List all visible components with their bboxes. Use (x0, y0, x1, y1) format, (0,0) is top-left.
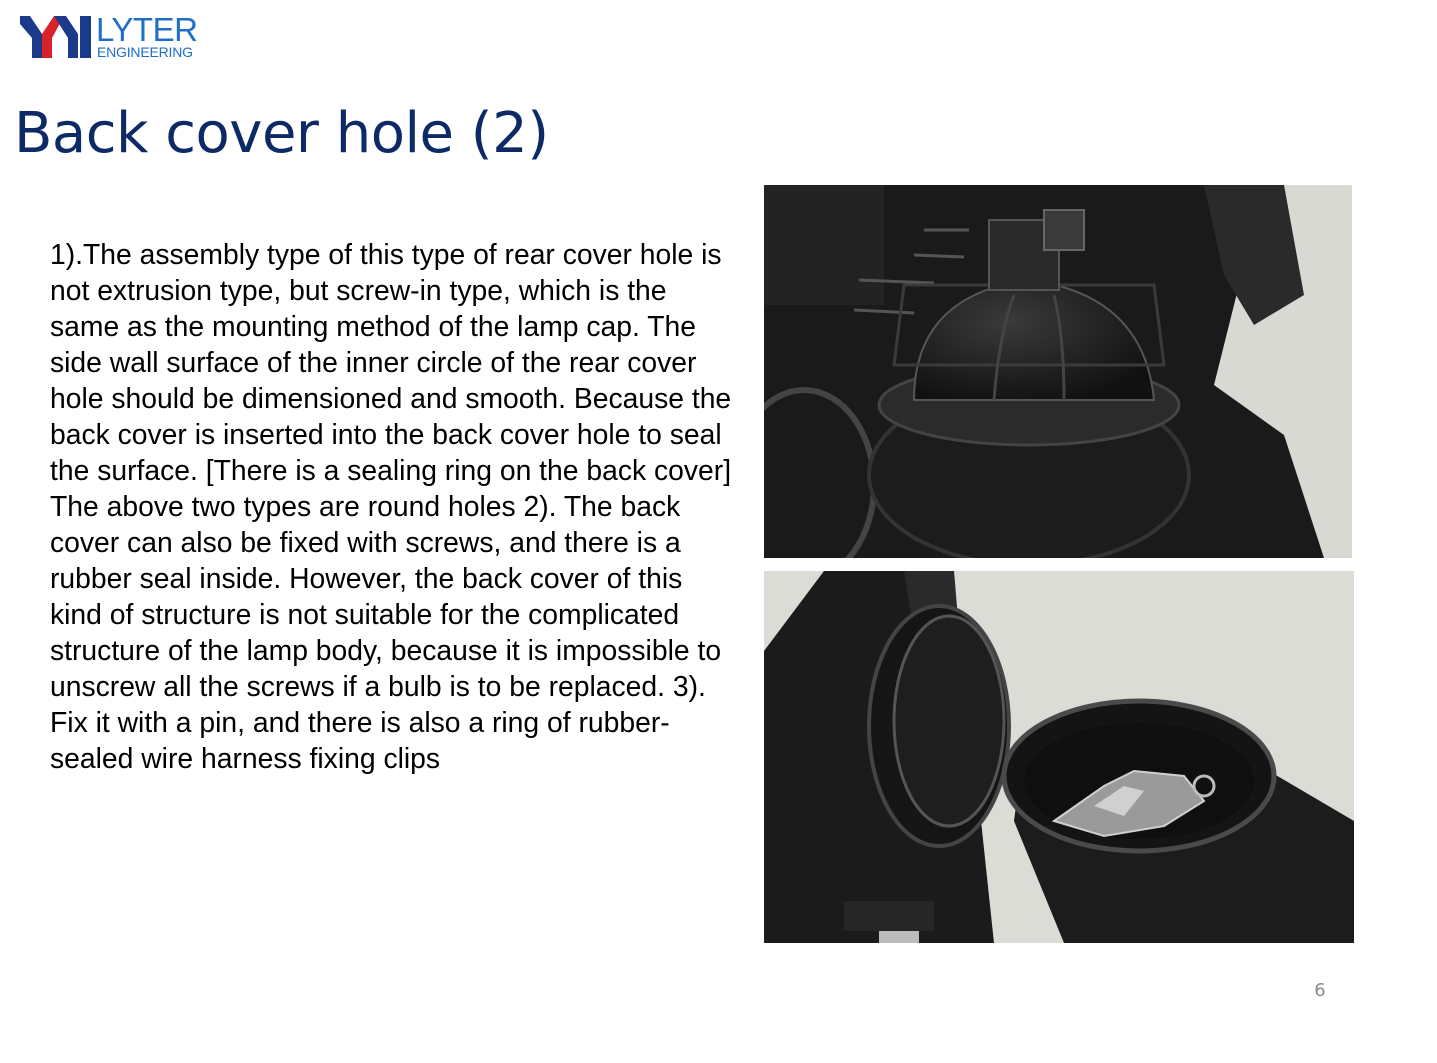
open-cover-hole-photo (764, 571, 1354, 943)
lamp-cover-installed-photo (764, 185, 1352, 558)
logo-wordmark: LYTER (96, 11, 198, 48)
logo-mark-icon (20, 14, 92, 60)
slide-body-text: 1).The assembly type of this type of rear cover hole is not extrusion type, but screw-in type, which is the same as the mounting method of the lamp cap. The side wall surface of the inner circle of the rear cover hole should be dimensioned and smooth. Because the back cover is inserted into the back cover hole to seal the surface. [There is a sealing ring on the back cover] The above two types are round holes 2). The back cover can also be fixed with screws, and there is a rubber seal inside. However, the back cover of this kind of structure is not suitable for the complicated structure of the lamp body, because it is impossible to unscrew all the screws if a bulb is to be replaced. 3). Fix it with a pin, and there is also a ring of rubber-sealed wire harness fixing clips (50, 238, 732, 774)
logo-subtitle: ENGINEERING (97, 44, 193, 60)
slide-title: Back cover hole (2) (14, 101, 549, 166)
company-logo (20, 11, 200, 62)
page-number: 6 (1314, 980, 1326, 1001)
